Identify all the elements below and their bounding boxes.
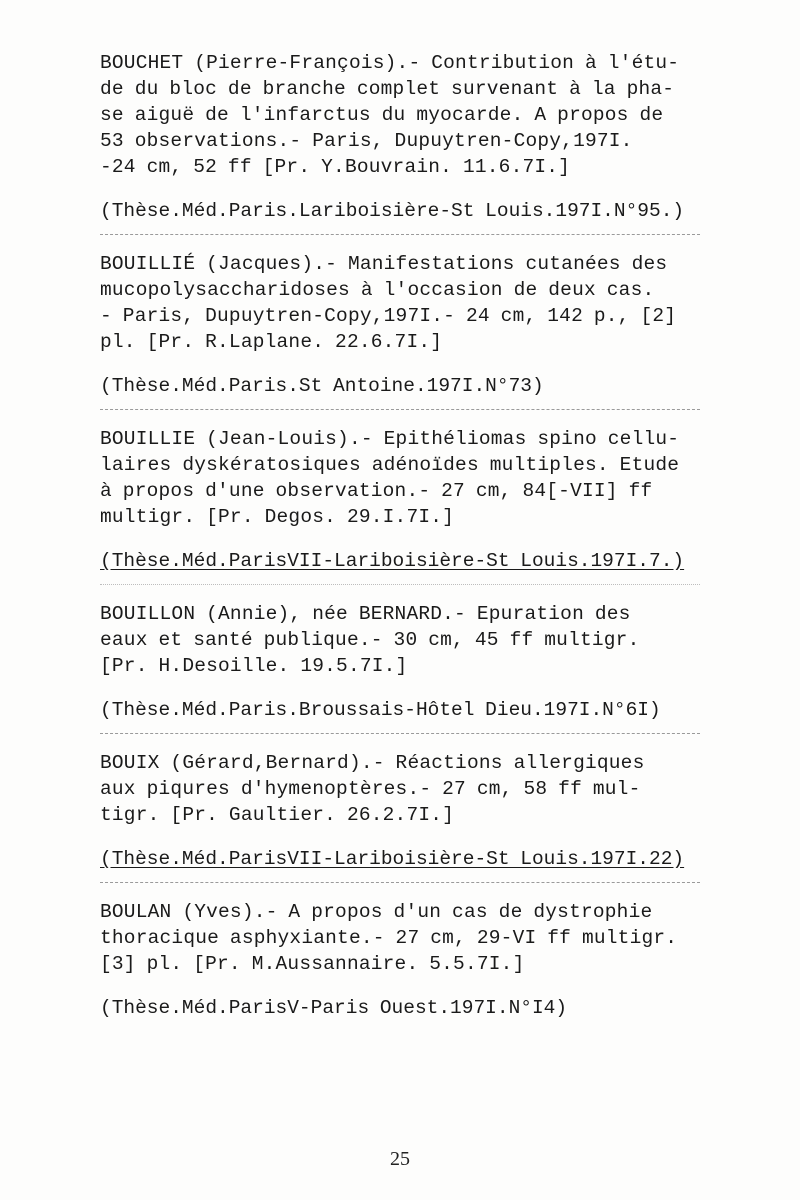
entry-line: mucopolysaccharidoses à l'occasion de deux cas. xyxy=(100,279,655,301)
bibliography-entries xyxy=(100,50,720,1021)
entry-line: laires dyskératosiques adénoïdes multiples. Etude xyxy=(100,454,680,476)
entry-line: 53 observations.- Paris, Dupuytren-Copy,197I. xyxy=(100,130,633,152)
thesis-citation: (Thèse.Méd.ParisVII-Lariboisière-St Louis.197I.22) xyxy=(100,848,685,870)
entry-bouillie-jean-louis xyxy=(100,426,720,585)
entry-text xyxy=(100,750,720,828)
entry-bouillon xyxy=(100,601,720,734)
entry-line: BOUIX (Gérard,Bernard).- Réactions allergiques xyxy=(100,752,645,774)
entry-line: BOUILLIE (Jean-Louis).- Epithéliomas spino cellu- xyxy=(100,428,680,450)
entry-text xyxy=(100,251,720,355)
entry-line: de du bloc de branche complet survenant à la pha- xyxy=(100,78,675,100)
entry-text xyxy=(100,50,720,180)
entry-line: BOULAN (Yves).- A propos d'un cas de dystrophie xyxy=(100,901,653,923)
entry-line: pl. [Pr. R.Laplane. 22.6.7I.] xyxy=(100,331,443,353)
entry-boulan xyxy=(100,899,720,1021)
entry-line: thoracique asphyxiante.- 27 cm, 29-VI ff multigr. xyxy=(100,927,678,949)
entry-line: eaux et santé publique.- 30 cm, 45 ff multigr. xyxy=(100,629,640,651)
thesis-citation: (Thèse.Méd.ParisV-Paris Ouest.197I.N°I4) xyxy=(100,997,568,1019)
entry-line: - Paris, Dupuytren-Copy,197I.- 24 cm, 142 p., [2] xyxy=(100,305,677,327)
entry-line: -24 cm, 52 ff [Pr. Y.Bouvrain. 11.6.7I.] xyxy=(100,156,571,178)
entry-bouchet xyxy=(100,50,720,235)
entry-separator xyxy=(100,584,700,585)
entry-line: aux piqures d'hymenoptères.- 27 cm, 58 ff mul- xyxy=(100,778,641,800)
thesis-citation: (Thèse.Méd.Paris.Lariboisière-St Louis.197I.N°95.) xyxy=(100,200,685,222)
thesis-citation: (Thèse.Méd.Paris.St Antoine.197I.N°73) xyxy=(100,375,544,397)
entry-separator xyxy=(100,882,700,883)
entry-line: à propos d'une observation.- 27 cm, 84[-VII] ff xyxy=(100,480,653,502)
entry-bouillie-jacques xyxy=(100,251,720,410)
entry-separator xyxy=(100,733,700,734)
thesis-citation: (Thèse.Méd.ParisVII-Lariboisière-St Louis.197I.7.) xyxy=(100,550,685,572)
entry-line: se aiguë de l'infarctus du myocarde. A propos de xyxy=(100,104,664,126)
entry-separator xyxy=(100,409,700,410)
entry-bouix xyxy=(100,750,720,883)
entry-line: [3] pl. [Pr. M.Aussannaire. 5.5.7I.] xyxy=(100,953,525,975)
entry-separator xyxy=(100,234,700,235)
entry-line: BOUILLON (Annie), née BERNARD.- Epuration des xyxy=(100,603,631,625)
entry-text xyxy=(100,601,720,679)
page-number: 25 xyxy=(390,1148,410,1170)
entry-line: multigr. [Pr. Degos. 29.I.7I.] xyxy=(100,506,455,528)
entry-text xyxy=(100,426,720,530)
entry-text xyxy=(100,899,720,977)
entry-line: tigr. [Pr. Gaultier. 26.2.7I.] xyxy=(100,804,455,826)
entry-line: BOUILLIÉ (Jacques).- Manifestations cutanées des xyxy=(100,253,668,275)
entry-line: [Pr. H.Desoille. 19.5.7I.] xyxy=(100,655,408,677)
entry-line: BOUCHET (Pierre-François).- Contribution à l'étu- xyxy=(100,52,680,74)
thesis-citation: (Thèse.Méd.Paris.Broussais-Hôtel Dieu.197I.N°6I) xyxy=(100,699,661,721)
